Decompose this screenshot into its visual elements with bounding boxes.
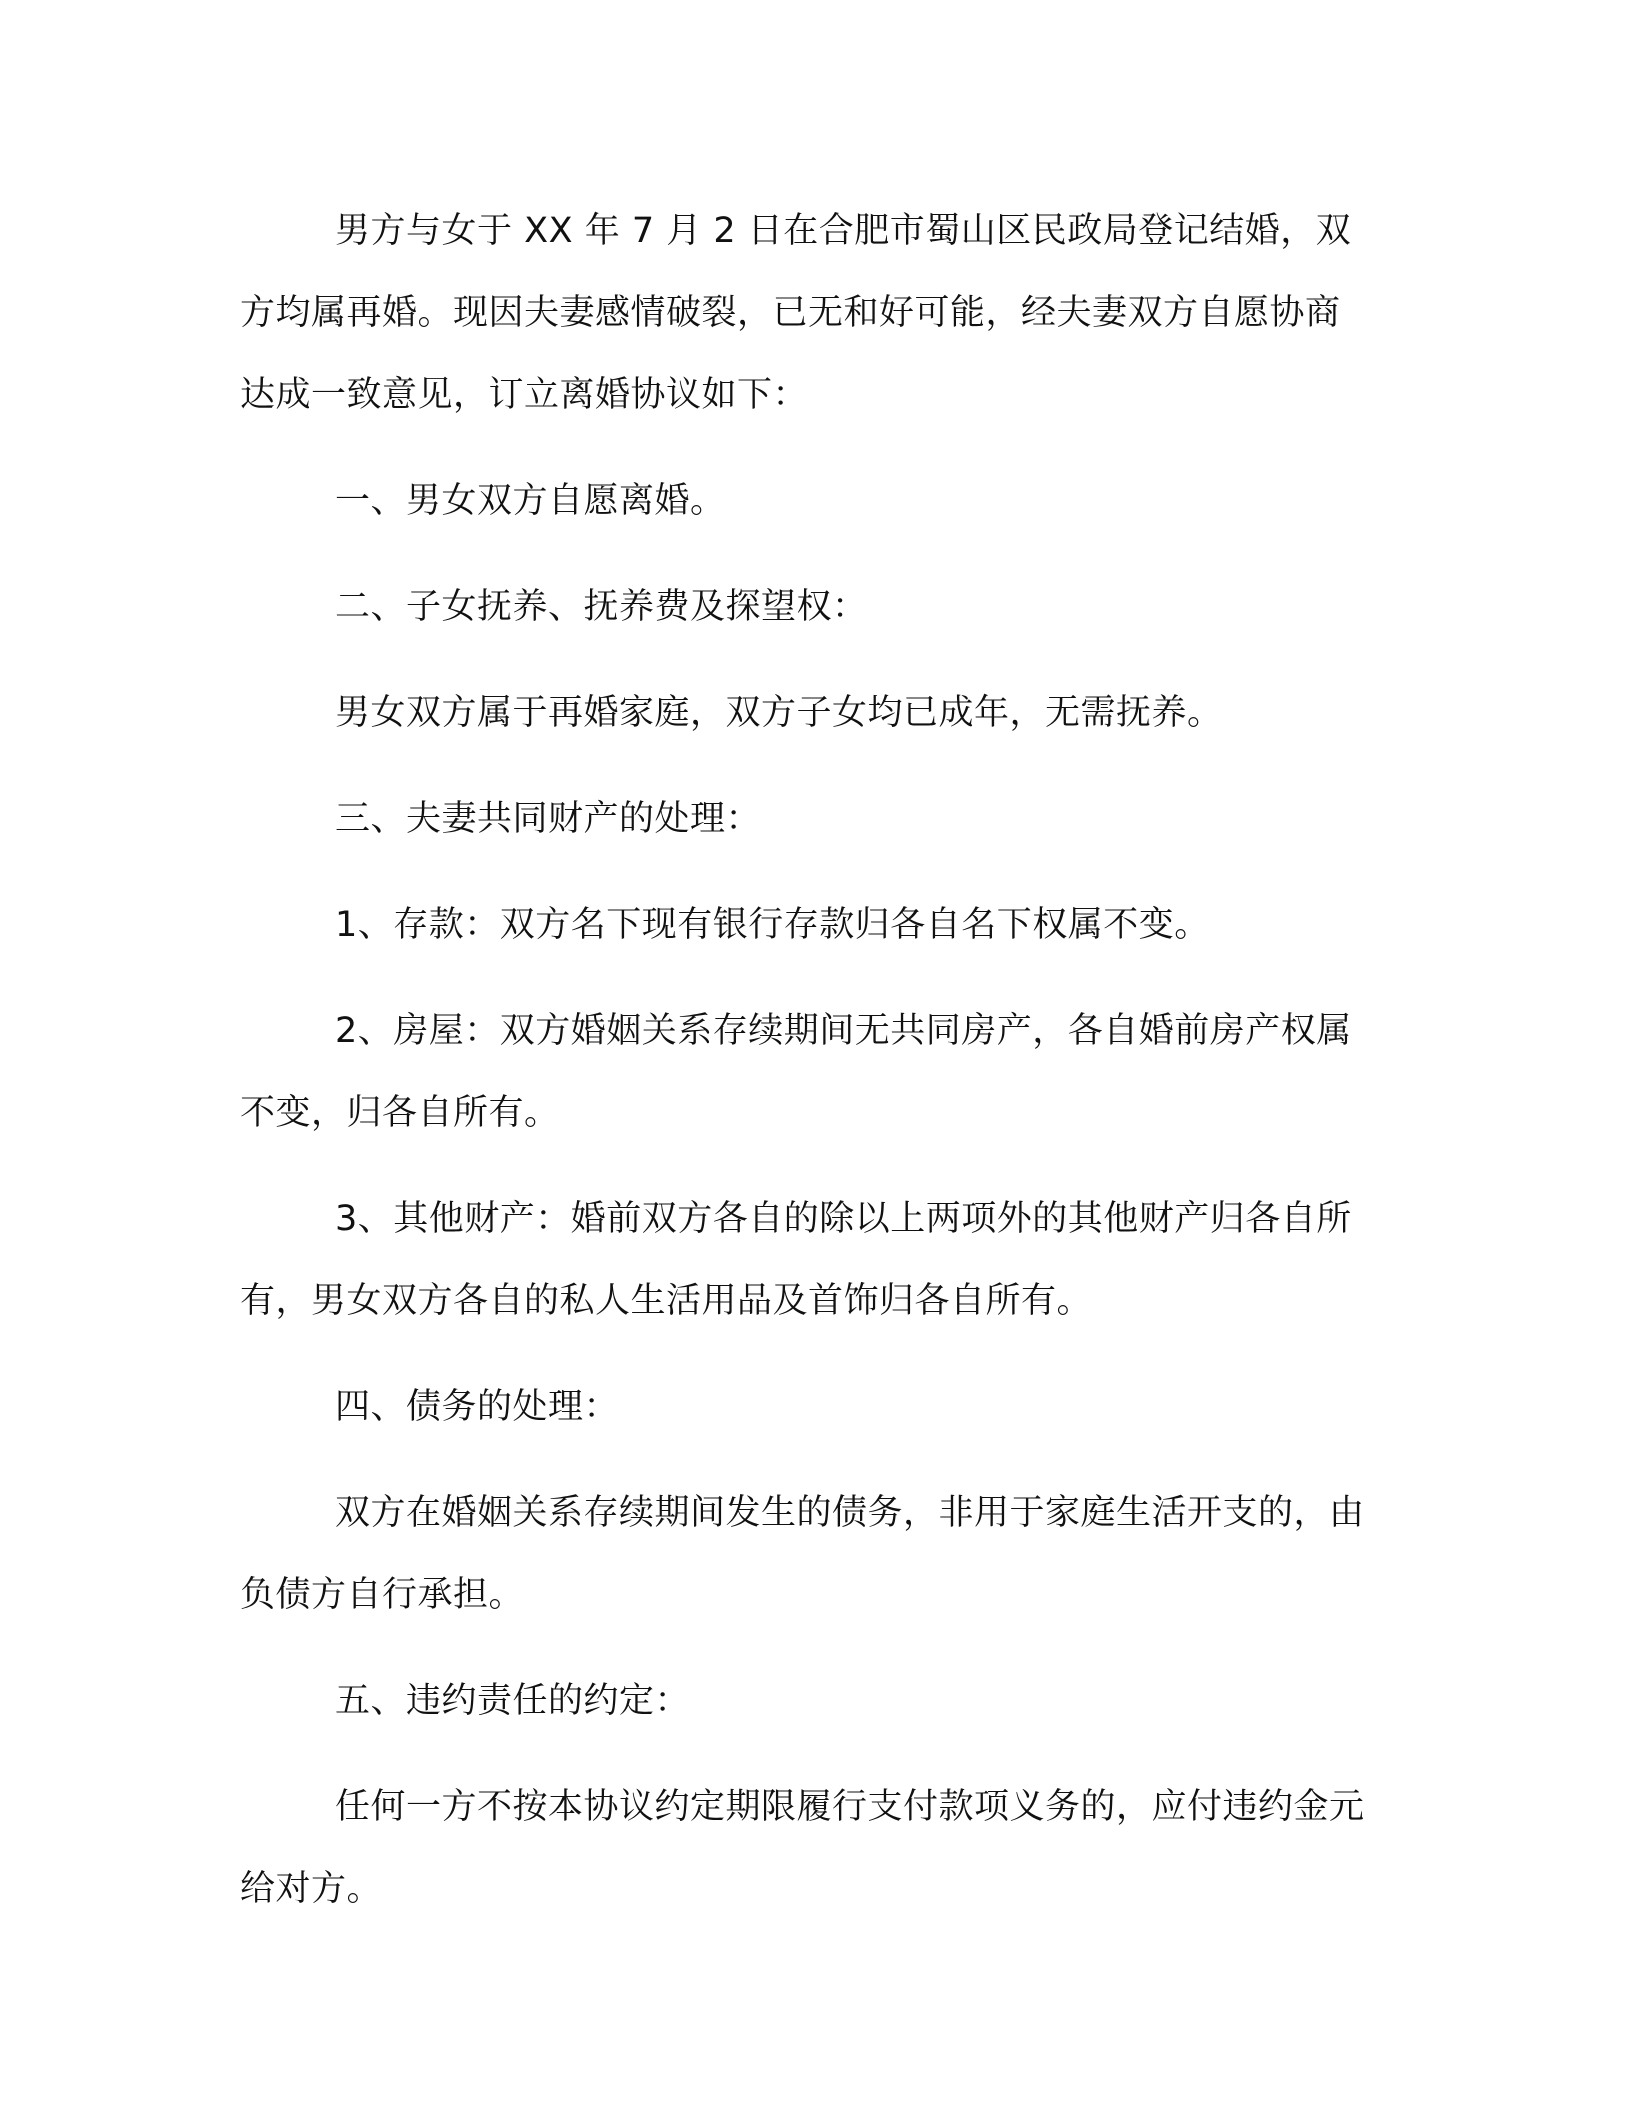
clause-3-item-3: 3、其他财产：婚前双方各自的除以上两项外的其他财产归各自所有，男女双方各自的私人生活用品及首饰归各自所有。 xyxy=(240,1199,1352,1321)
clause-2-heading: 二、子女抚养、抚养费及探望权： xyxy=(335,587,868,627)
document-body xyxy=(240,190,1370,1954)
clause-3-item-2: 2、房屋：双方婚姻关系存续期间无共同房产，各自婚前房产权属不变，归各自所有。 xyxy=(240,1011,1352,1133)
clause-3-heading: 三、夫妻共同财产的处理： xyxy=(335,799,762,839)
clause-2-text: 男女双方属于再婚家庭，双方子女均已成年，无需抚养。 xyxy=(335,693,1223,733)
clause-1-heading: 一、男女双方自愿离婚。 xyxy=(335,481,726,521)
clause-5-text: 任何一方不按本协议约定期限履行支付款项义务的，应付违约金元给对方。 xyxy=(240,1787,1365,1909)
clause-5-heading: 五、违约责任的约定： xyxy=(335,1681,691,1721)
clause-3-item-1: 1、存款：双方名下现有银行存款归各自名下权属不变。 xyxy=(335,905,1210,945)
clause-4-text: 双方在婚姻关系存续期间发生的债务，非用于家庭生活开支的，由负债方自行承担。 xyxy=(240,1493,1365,1615)
paragraph-intro: 男方与女于 XX 年 7 月 2 日在合肥市蜀山区民政局登记结婚，双方均属再婚。现因夫妻感情破裂，已无和好可能，经夫妻双方自愿协商达成一致意见，订立离婚协议如下： xyxy=(240,211,1352,415)
clause-4-heading: 四、债务的处理： xyxy=(335,1387,620,1427)
